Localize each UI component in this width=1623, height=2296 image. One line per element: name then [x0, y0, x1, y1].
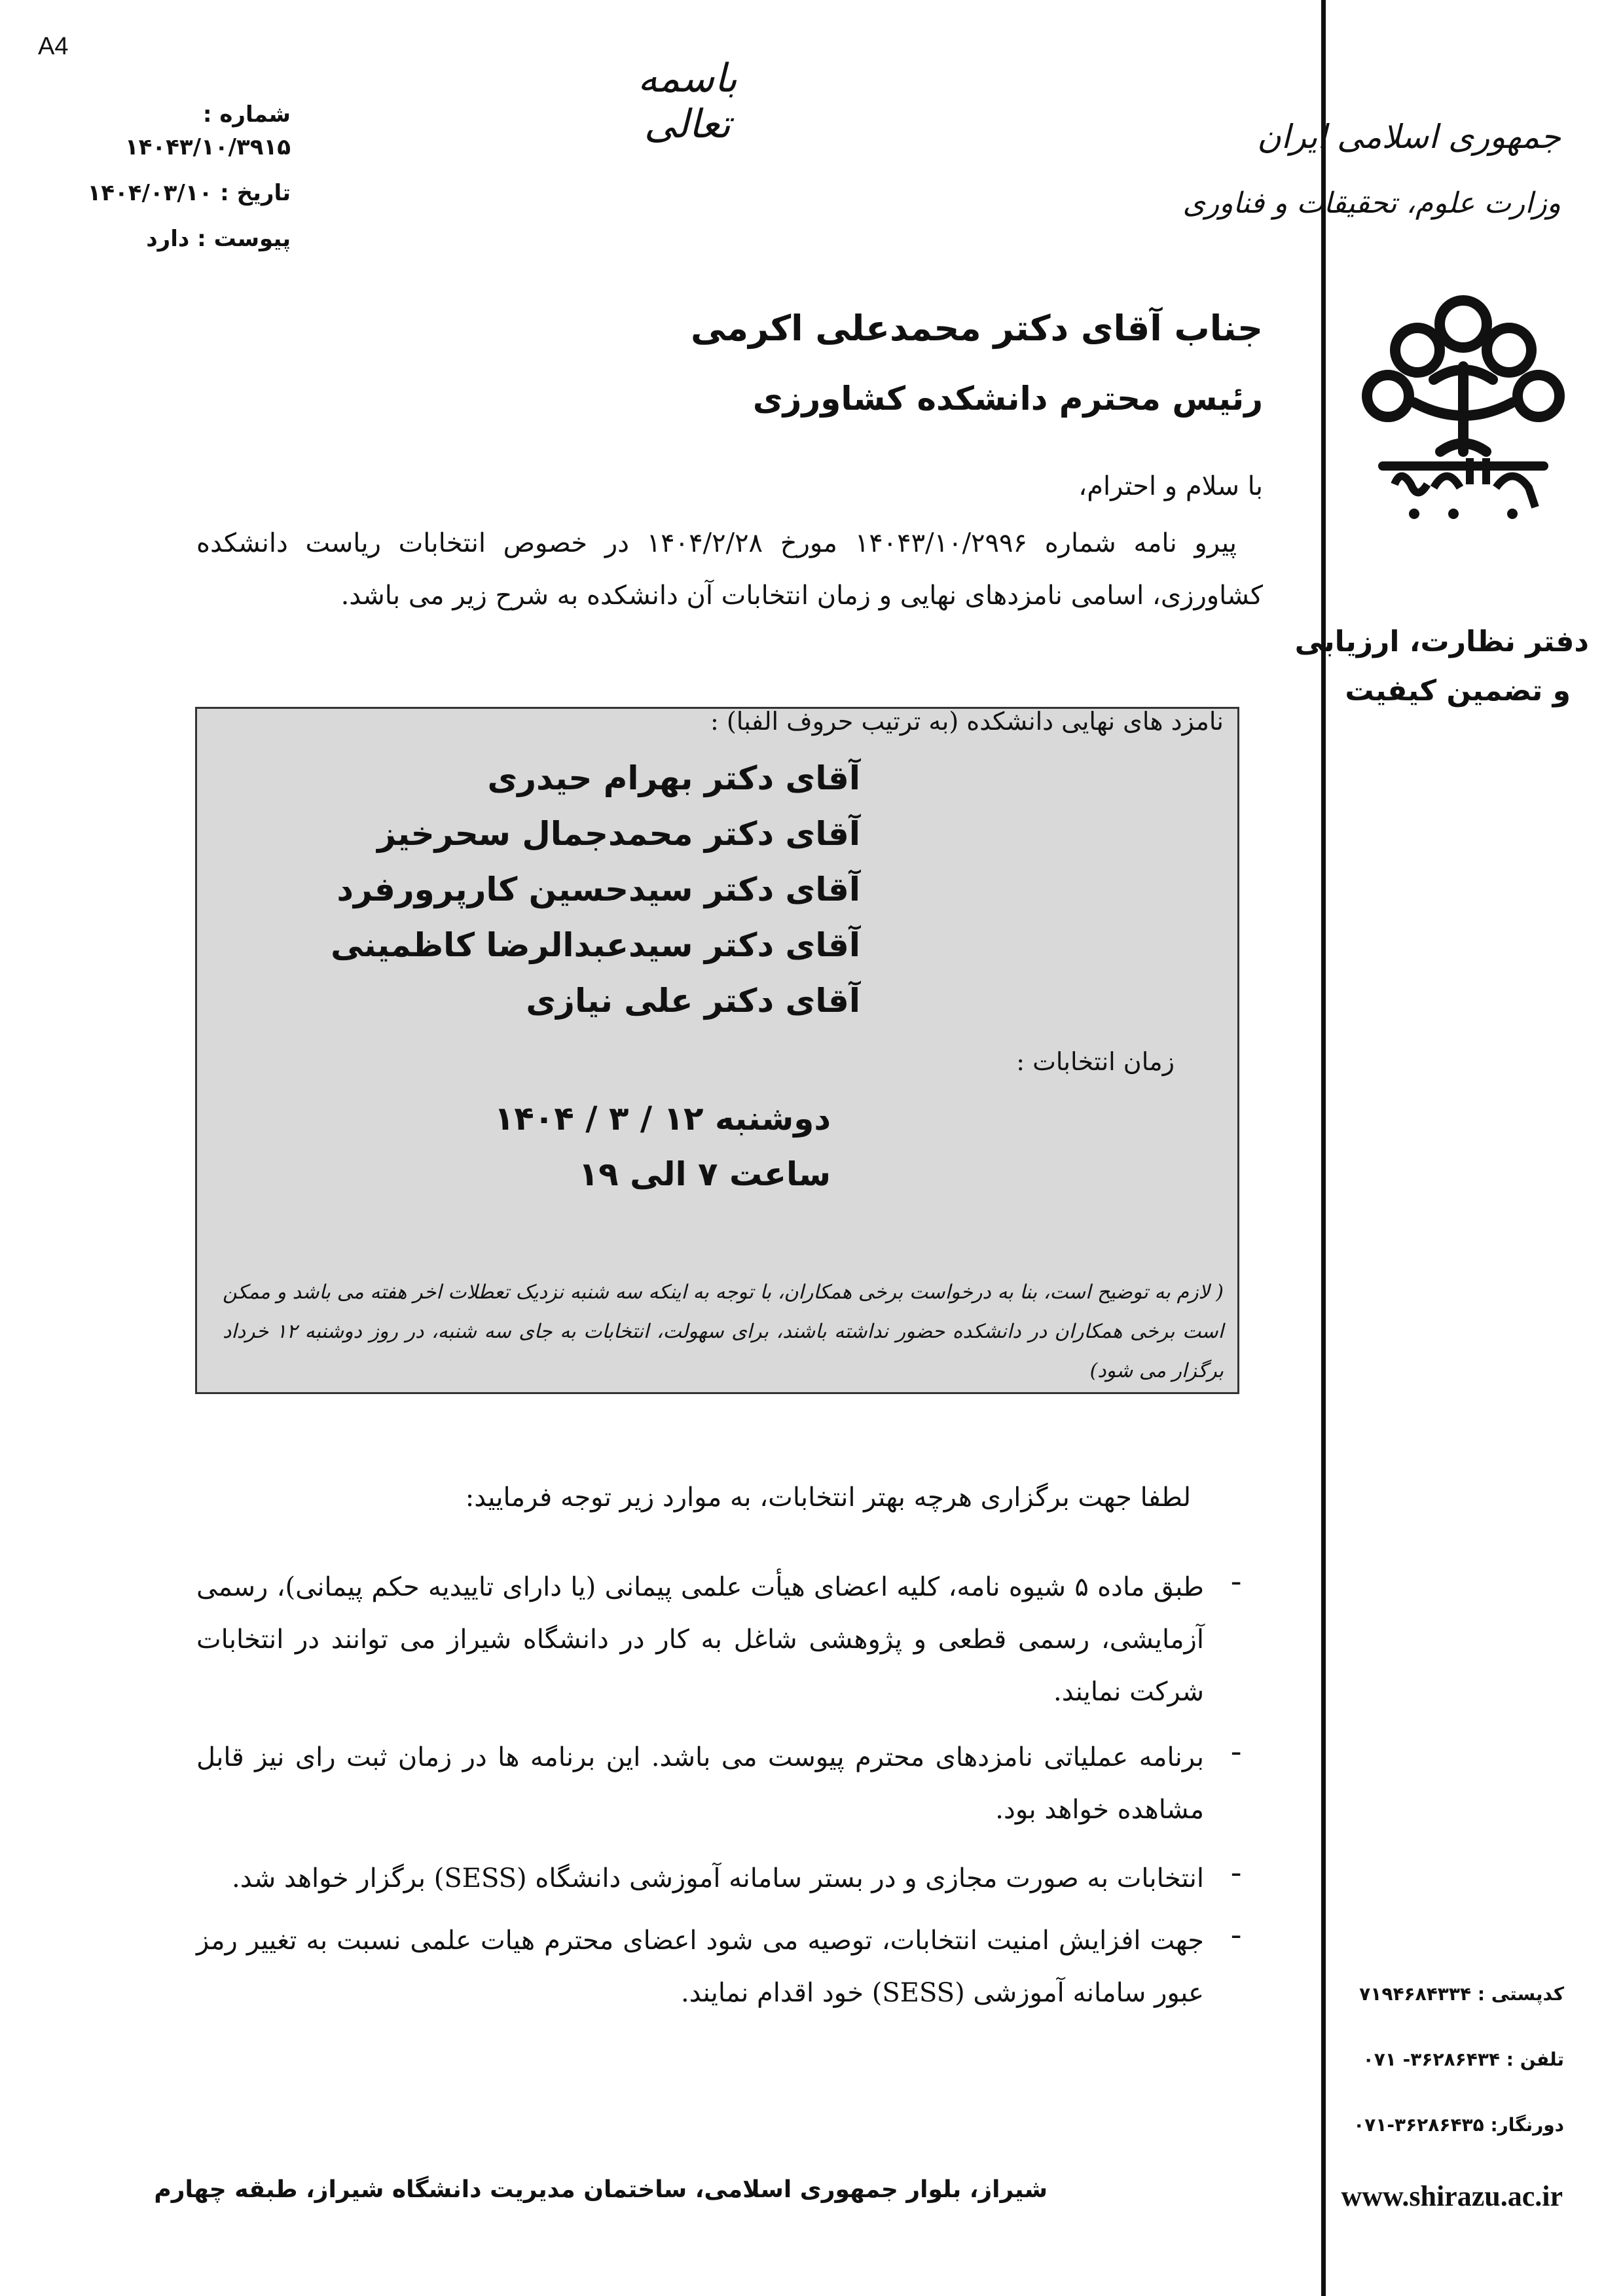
office-name-line1: دفتر نظارت، ارزیابی [1294, 625, 1589, 658]
candidate-name: آقای دکتر محمدجمال سحرخیز [377, 815, 860, 853]
instruction-item: جهت افزایش امنیت انتخابات، توصیه می شود اعضای محترم هیات علمی نسبت به تغییر رمز عبور سامانه آموزشی (SESS) خود اقدام نمایند. [196, 1926, 1204, 2008]
ministry-name: وزارت علوم، تحقیقات و فناوری [1182, 187, 1561, 220]
bullet-dash: ـ [1232, 1561, 1240, 1591]
recipient-name: جناب آقای دکتر محمدعلی اکرمی [691, 308, 1263, 349]
greeting-text: با سلام و احترام، [1078, 471, 1263, 501]
election-time-label: زمان انتخابات : [1016, 1047, 1175, 1076]
instructions-intro: لطفا جهت برگزاری هرچه بهتر انتخابات، به موارد زیر توجه فرمایید: [465, 1482, 1191, 1513]
fax-number: دورنگار: ۳۶۲۸۶۴۳۵-۰۷۱ [1353, 2114, 1564, 2136]
instruction-item: انتخابات به صورت مجازی و در بستر سامانه آموزشی دانشگاه (SESS) برگزار خواهد شد. [232, 1863, 1204, 1893]
letter-date: تاریخ : ۱۴۰۴/۰۳/۱۰ [87, 180, 291, 206]
bullet-dash: ـ [1232, 1731, 1240, 1761]
candidate-name: آقای دکتر سیدحسین کارپرورفرد [337, 870, 860, 908]
phone-number: تلفن : ۳۶۲۸۶۴۳۴- ۰۷۱ [1362, 2049, 1564, 2070]
paper-size-label: A4 [38, 33, 69, 60]
instruction-item: طبق ماده ۵ شیوه نامه، کلیه اعضای هیأت علمی پیمانی (یا دارای تاییدیه حکم پیمانی)، رسمی آزمایشی، رسمی قطعی و پژوهشی شاغل به کار در دانشگاه شیراز می توانند در انتخابات شرکت نمایند. [196, 1572, 1205, 1707]
election-note: ( لازم به توضیح است، بنا به درخواست برخی همکاران، با توجه به اینکه سه شنبه نزدیک تعطلات اخر هفته می باشد و ممکن است برخی همکاران در دانشکده حضور نداشته باشند، برای سهولت، انتخابات به جای سه شنبه، در روز دوشنبه ۱۲ خرداد برگزار می شود) [223, 1281, 1224, 1382]
basmala-heading: باسمه تعالی [637, 56, 738, 147]
candidate-name: آقای دکتر بهرام حیدری [487, 759, 860, 797]
letter-number-value: ۱۴۰۴۳/۱۰/۳۹۱۵ [124, 134, 291, 160]
office-name-line2: و تضمین کیفیت [1345, 674, 1571, 708]
instruction-item: برنامه عملیاتی نامزدهای محترم پیوست می باشد. این برنامه ها در زمان ثبت رای نیز قابل مشاهده خواهد بود. [196, 1742, 1204, 1825]
footer-address: شیراز، بلوار جمهوری اسلامی، ساختمان مدیریت دانشگاه شیراز، طبقه چهارم [154, 2176, 1048, 2203]
election-hours: ساعت ۷ الی ۱۹ [578, 1155, 831, 1193]
recipient-title: رئیس محترم دانشکده کشاورزی [752, 380, 1263, 418]
candidate-name: آقای دکتر سیدعبدالرضا کاظمینی [331, 926, 860, 964]
website-link[interactable]: www.shirazu.ac.ir [1341, 2180, 1563, 2212]
body-paragraph: پیرو نامه شماره ۱۴۰۴۳/۱۰/۲۹۹۶ مورخ ۱۴۰۴/۲/۲۸ در خصوص انتخابات ریاست دانشکده کشاورزی، اسامی نامزدهای نهایی و زمان انتخابات آن دانشکده به شرح زیر می باشد. [196, 528, 1263, 611]
bullet-dash: ـ [1232, 1852, 1240, 1882]
bullet-dash: ـ [1232, 1914, 1240, 1945]
candidates-heading: نامزد های نهایی دانشکده (به ترتیب حروف الفبا) : [710, 707, 1224, 736]
candidate-name: آقای دکتر علی نیازی [526, 982, 860, 1020]
university-logo-icon [1355, 288, 1571, 550]
country-name: جمهوری اسلامی ایران [1257, 118, 1561, 156]
election-date: دوشنبه ۱۲ / ۳ / ۱۴۰۴ [494, 1100, 831, 1138]
postal-code: کدپستی : ۷۱۹۴۶۸۴۳۳۴ [1359, 1983, 1564, 2005]
letter-attachment: پیوست : دارد [146, 226, 291, 252]
sidebar-divider [1321, 0, 1326, 2296]
letter-number-label: شماره : [202, 101, 291, 128]
